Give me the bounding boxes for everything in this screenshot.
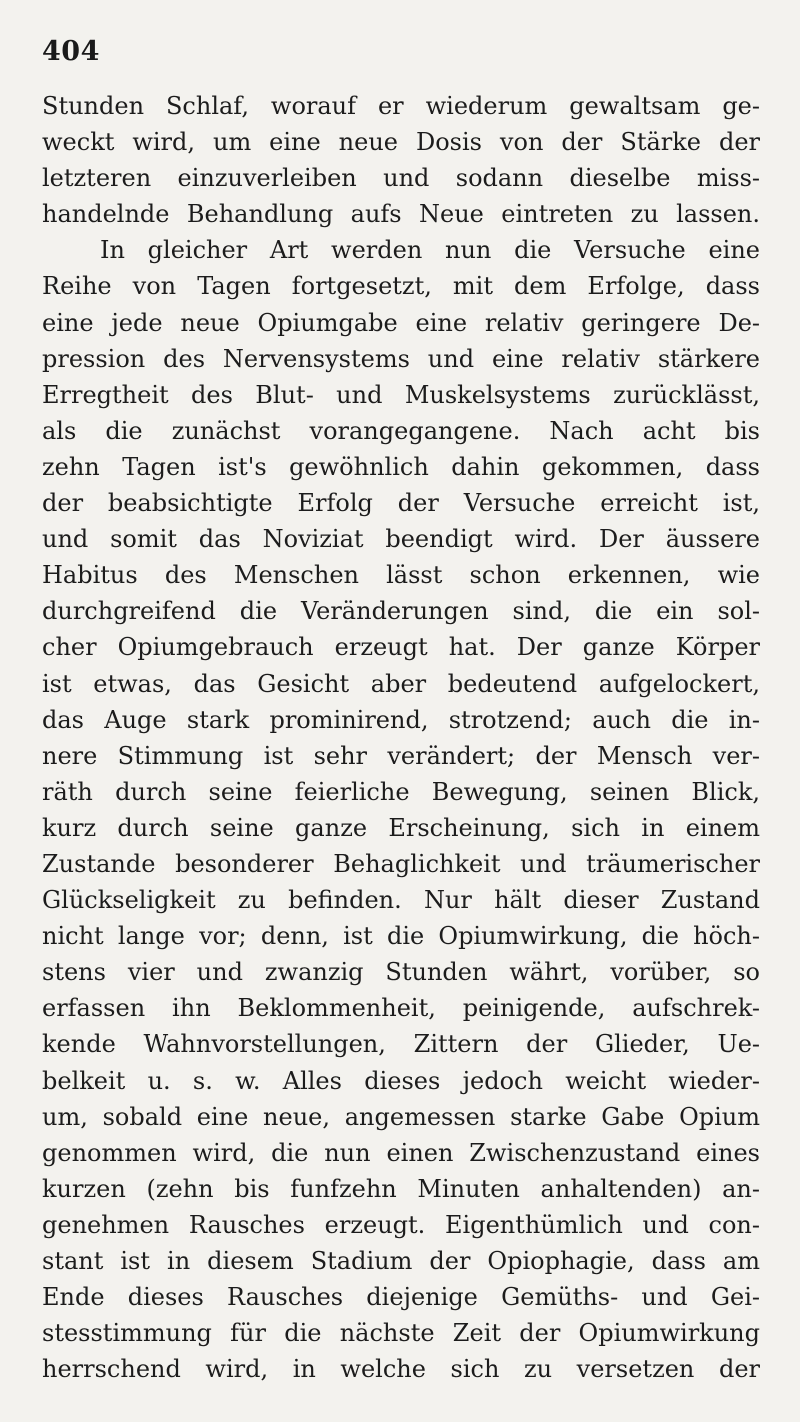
text-line: letzteren einzuverleiben und sodann dieselbe miss- — [42, 164, 760, 193]
text-line: kurzen (zehn bis funfzehn Minuten anhaltenden) an- — [42, 1174, 760, 1203]
text-line: weckt wird, um eine neue Dosis von der Stärke der — [42, 128, 760, 157]
text-line: pression des Nervensystems und eine relativ stärkere — [42, 344, 760, 373]
text-line: um, sobald eine neue, angemessen starke Gabe Opium — [42, 1102, 760, 1131]
text-line: zehn Tagen ist's gewöhnlich dahin gekommen, dass — [42, 452, 760, 481]
text-line: Ende dieses Rausches diejenige Gemüths- und Gei- — [42, 1283, 760, 1312]
page-number: 404 — [42, 36, 100, 67]
text-line: Zustande besonderer Behaglichkeit und träumerischer — [42, 849, 760, 878]
text-line: ist etwas, das Gesicht aber bedeutend aufgelockert, — [42, 669, 760, 698]
text-line: cher Opiumgebrauch erzeugt hat. Der ganze Körper — [42, 633, 760, 662]
text-line: Glückseligkeit zu befinden. Nur hält dieser Zustand — [42, 886, 760, 915]
text-line: herrschend wird, in welche sich zu versetzen der — [42, 1355, 760, 1384]
text-line: belkeit u. s. w. Alles dieses jedoch weicht wieder- — [42, 1066, 760, 1095]
text-line: eine jede neue Opiumgabe eine relativ geringere De- — [42, 308, 760, 337]
text-line: der beabsichtigte Erfolg der Versuche erreicht ist, — [42, 489, 760, 518]
text-line: stant ist in diesem Stadium der Opiophagie, dass am — [42, 1247, 760, 1275]
text-line: kurz durch seine ganze Erscheinung, sich in einem — [42, 813, 760, 842]
text-line: Habitus des Menschen lässt schon erkennen, wie — [42, 561, 760, 590]
text-line: stens vier und zwanzig Stunden währt, vorüber, so — [42, 958, 760, 987]
text-line: genommen wird, die nun einen Zwischenzustand eines — [42, 1138, 760, 1167]
text-line: In gleicher Art werden nun die Versuche eine — [100, 236, 760, 265]
text-line: und somit das Noviziat beendigt wird. Der äussere — [42, 525, 760, 554]
text-line: erfassen ihn Beklommenheit, peinigende, aufschrek- — [42, 994, 760, 1023]
text-line: durchgreifend die Veränderungen sind, die ein sol- — [42, 597, 760, 626]
text-line: kende Wahnvorstellungen, Zittern der Glieder, Ue- — [42, 1030, 760, 1059]
text-line: handelnde Behandlung aufs Neue eintreten zu lassen. — [42, 200, 760, 229]
body-text — [42, 88, 760, 1387]
text-line: das Auge stark prominirend, strotzend; auch die in- — [42, 705, 760, 734]
text-line: genehmen Rausches erzeugt. Eigenthümlich und con- — [42, 1210, 760, 1239]
text-line: Erregtheit des Blut- und Muskelsystems zurücklässt, — [42, 380, 760, 409]
text-line: stesstimmung für die nächste Zeit der Opiumwirkung — [42, 1319, 760, 1348]
text-line: Stunden Schlaf, worauf er wiederum gewaltsam ge- — [42, 92, 760, 120]
text-line: als die zunächst vorangegangene. Nach acht bis — [42, 416, 760, 445]
text-line: Reihe von Tagen fortgesetzt, mit dem Erfolge, dass — [42, 272, 760, 301]
text-line: nere Stimmung ist sehr verändert; der Mensch ver- — [42, 741, 760, 770]
text-line: nicht lange vor; denn, ist die Opiumwirkung, die höch- — [42, 922, 760, 951]
text-line: räth durch seine feierliche Bewegung, seinen Blick, — [42, 777, 760, 806]
